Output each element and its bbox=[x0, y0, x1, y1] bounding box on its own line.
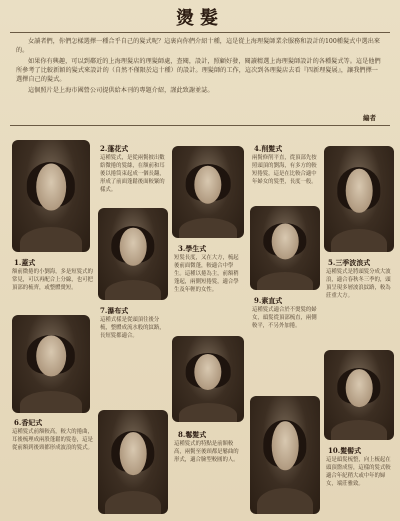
style-caption-1: 1.蓋式 bbox=[14, 258, 36, 267]
style-caption-9: 9.素直式 bbox=[254, 296, 283, 305]
hairstyle-photo-3 bbox=[172, 146, 244, 238]
intro-paragraph: 如果你有興趣，可以到鄰近的上海理髮店的理髮師處，查閱，設計，照顧好發，閱讀精選上海理髮師設計的各種髮式等。這是他們所參考了比較新穎的髮式來設計的（自然不僅限於這十種）的設計。理髮師的工作，這次到各理髮店去看『四新理髮展』，讓我們擇一選擇自己的髮式。 bbox=[16, 58, 381, 83]
style-caption-7: 7.瀑布式 bbox=[100, 306, 129, 315]
style-desc-10: 這是頭髮梳整，向上梳起在頭頂盤成髻，這樣的髮式較適合年紀稍大或中年的婦女，端莊雅致。 bbox=[326, 457, 391, 487]
style-desc-3: 短髮長度，又在大方，梳起後前面微蓬，較適合中學生。這種以捲為主，前額稍蓬起，兩側短捲髮，適合學生及年輕的女性。 bbox=[174, 255, 239, 293]
style-desc-8: 這種髮式的特點是前額較高，兩鬢至後頸都是鬈曲的形式，適合臉型較圓的人。 bbox=[174, 441, 239, 463]
style-desc-1: 額前微捲的小劉海，多是短髮式的常見，可以再配合上分線，也可把頂部的梳齊，或整體燙短。 bbox=[12, 269, 93, 291]
hairstyle-photo-5 bbox=[324, 146, 394, 252]
style-desc-7: 這種式樣是從頭頂往後分梳，整體成流水般的紋路，長短髮都適合。 bbox=[100, 317, 165, 339]
style-desc-5: 這種髮式是將頭髮分成大波浪，適合春秋冬三季的，頭頂呈現多層波浪紋路，較為莊重大方。 bbox=[326, 269, 391, 299]
hairstyle-photo-1 bbox=[12, 140, 90, 252]
intro-paragraph: 女讀者們，你們怎樣選擇一種合乎自己的髮式呢？這裏向你們介紹十種，這是從上海理髮師業余服務和設計的100種髮式中選出來的。 bbox=[16, 38, 381, 54]
style-caption-3: 3.學生式 bbox=[178, 244, 207, 253]
style-desc-6: 這種髮式前額較高，較大的捲曲，耳後梳理成兩股蓬鬆的髮卷，這是從前額到後頸都形成波浪的髮式。 bbox=[12, 429, 93, 451]
style-caption-10: 10.髮髻式 bbox=[328, 446, 362, 455]
style-caption-6: 6.香妃式 bbox=[14, 418, 43, 427]
hairstyle-photo-9 bbox=[250, 396, 320, 514]
page-title: 燙髮 bbox=[176, 8, 224, 29]
intro-paragraph: 這個照片是上海市國營公司提供給本刊的專題介紹，謹此致謝並誌。 bbox=[28, 87, 214, 94]
hairstyle-photo-6 bbox=[12, 315, 90, 413]
hairstyle-photo-7 bbox=[98, 410, 168, 514]
hairstyle-photo-10 bbox=[324, 350, 394, 440]
style-caption-8: 8.鬈髮式 bbox=[178, 430, 207, 439]
hairstyle-photo-8 bbox=[172, 336, 244, 422]
style-desc-2: 這種髮式，是從兩鬢披出數絡微捲的髮絲，在額前和耳後以捲筒束起成一個長翻，形成了前面蓬鬆後面較緊的樣式。 bbox=[100, 155, 165, 193]
style-desc-9: 這種髮式適合於不燙髮的婦女，頭髮從頂部梳直，兩側較平，不另外加捲。 bbox=[252, 307, 317, 329]
editor-signature: 編者 bbox=[363, 114, 376, 122]
hairstyle-photo-4 bbox=[250, 206, 320, 290]
style-caption-2: 2.蓬花式 bbox=[100, 144, 129, 153]
hairstyle-photo-2 bbox=[98, 208, 168, 300]
intro-box bbox=[10, 32, 390, 126]
style-caption-4: 4.削髮式 bbox=[254, 144, 283, 153]
style-desc-4: 兩鬢修削平直，從頂部先按照頭頂的劉海，有多方的較短捲髮，這是在比較合適中年婦女的髮型，長度一般。 bbox=[252, 155, 317, 185]
style-caption-5: 5.三季波浪式 bbox=[328, 258, 371, 267]
